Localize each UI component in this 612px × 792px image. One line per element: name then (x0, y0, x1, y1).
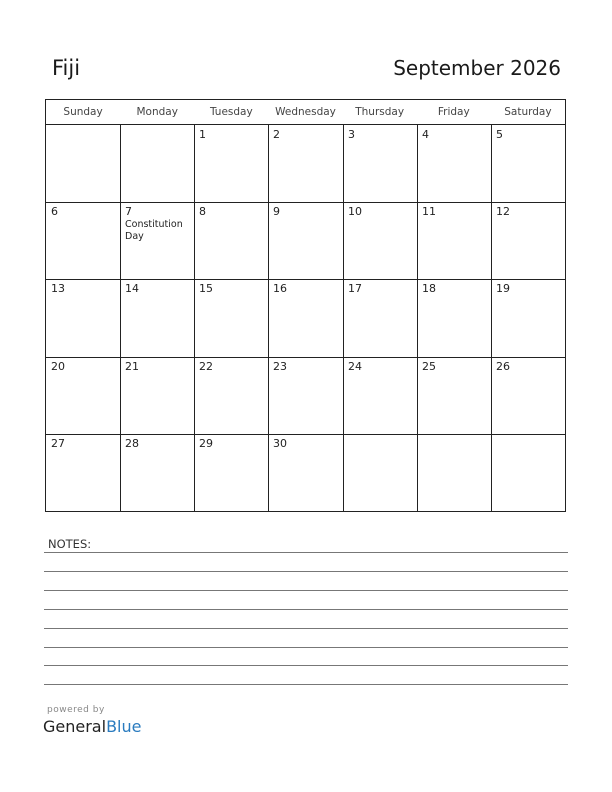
day-cell[interactable] (268, 279, 342, 356)
day-cell[interactable] (268, 125, 342, 202)
weekday-tuesday: Tuesday (209, 106, 253, 118)
day-cell[interactable] (491, 125, 565, 202)
day-cell[interactable] (491, 202, 565, 279)
day-number: 18 (422, 282, 436, 295)
weekday-header (46, 100, 565, 125)
day-number: 10 (348, 205, 362, 218)
country-title: Fiji (52, 56, 81, 80)
day-number: 22 (199, 360, 213, 373)
day-number: 19 (496, 282, 510, 295)
weekday-wednesday: Wednesday (275, 106, 336, 118)
day-number: 5 (496, 128, 503, 141)
day-cell[interactable] (417, 357, 491, 434)
day-number: 3 (348, 128, 355, 141)
day-cell[interactable] (268, 434, 342, 511)
day-cells (46, 125, 565, 511)
holiday-label: Constitution Day (125, 219, 183, 242)
day-cell[interactable] (343, 202, 417, 279)
month-year-title: September 2026 (393, 56, 561, 80)
weekday-thursday: Thursday (355, 106, 405, 118)
day-number: 26 (496, 360, 510, 373)
day-cell[interactable] (417, 202, 491, 279)
day-cell[interactable] (46, 279, 120, 356)
day-cell[interactable] (120, 202, 194, 279)
day-number: 28 (125, 437, 139, 450)
day-cell[interactable] (417, 434, 491, 511)
day-cell[interactable] (46, 125, 120, 202)
day-number: 13 (51, 282, 65, 295)
day-cell[interactable] (491, 357, 565, 434)
day-number: 17 (348, 282, 362, 295)
note-line (44, 665, 568, 666)
day-cell[interactable] (46, 202, 120, 279)
day-number: 21 (125, 360, 139, 373)
day-number: 25 (422, 360, 436, 373)
weekday-friday: Friday (437, 106, 470, 118)
day-number: 24 (348, 360, 362, 373)
day-number: 2 (273, 128, 280, 141)
day-cell[interactable] (343, 357, 417, 434)
day-cell[interactable] (268, 357, 342, 434)
day-cell[interactable] (417, 125, 491, 202)
day-number: 6 (51, 205, 58, 218)
weekday-saturday: Saturday (504, 106, 552, 118)
day-number: 1 (199, 128, 206, 141)
day-cell[interactable] (417, 279, 491, 356)
day-number: 20 (51, 360, 65, 373)
powered-by-text: powered by (47, 705, 105, 715)
day-cell[interactable] (343, 125, 417, 202)
day-cell[interactable] (194, 202, 268, 279)
brand-general: General (43, 717, 107, 736)
day-cell[interactable] (343, 279, 417, 356)
day-cell[interactable] (120, 125, 194, 202)
weekday-monday: Monday (136, 106, 178, 118)
note-line (44, 647, 568, 648)
day-cell[interactable] (194, 279, 268, 356)
note-line (44, 684, 568, 685)
day-number: 30 (273, 437, 287, 450)
day-cell[interactable] (194, 434, 268, 511)
day-number: 7 (125, 205, 132, 218)
day-cell[interactable] (491, 434, 565, 511)
day-cell[interactable] (120, 434, 194, 511)
calendar-grid (45, 99, 566, 512)
day-number: 15 (199, 282, 213, 295)
day-cell[interactable] (194, 357, 268, 434)
note-line (44, 571, 568, 572)
day-cell[interactable] (46, 434, 120, 511)
day-number: 23 (273, 360, 287, 373)
day-cell[interactable] (268, 202, 342, 279)
generalblue-logo (43, 717, 141, 736)
day-cell[interactable] (46, 357, 120, 434)
day-number: 14 (125, 282, 139, 295)
day-number: 27 (51, 437, 65, 450)
note-line (44, 609, 568, 610)
day-cell[interactable] (194, 125, 268, 202)
day-cell[interactable] (343, 434, 417, 511)
note-line (44, 590, 568, 591)
note-line (44, 552, 568, 553)
day-number: 29 (199, 437, 213, 450)
notes-label: NOTES: (48, 537, 92, 551)
note-line (44, 628, 568, 629)
brand-blue: Blue (106, 717, 142, 736)
day-cell[interactable] (120, 357, 194, 434)
day-number: 4 (422, 128, 429, 141)
day-number: 16 (273, 282, 287, 295)
day-number: 11 (422, 205, 436, 218)
day-cell[interactable] (120, 279, 194, 356)
day-cell[interactable] (491, 279, 565, 356)
weekday-sunday: Sunday (63, 106, 103, 118)
day-number: 12 (496, 205, 510, 218)
day-number: 8 (199, 205, 206, 218)
day-number: 9 (273, 205, 280, 218)
